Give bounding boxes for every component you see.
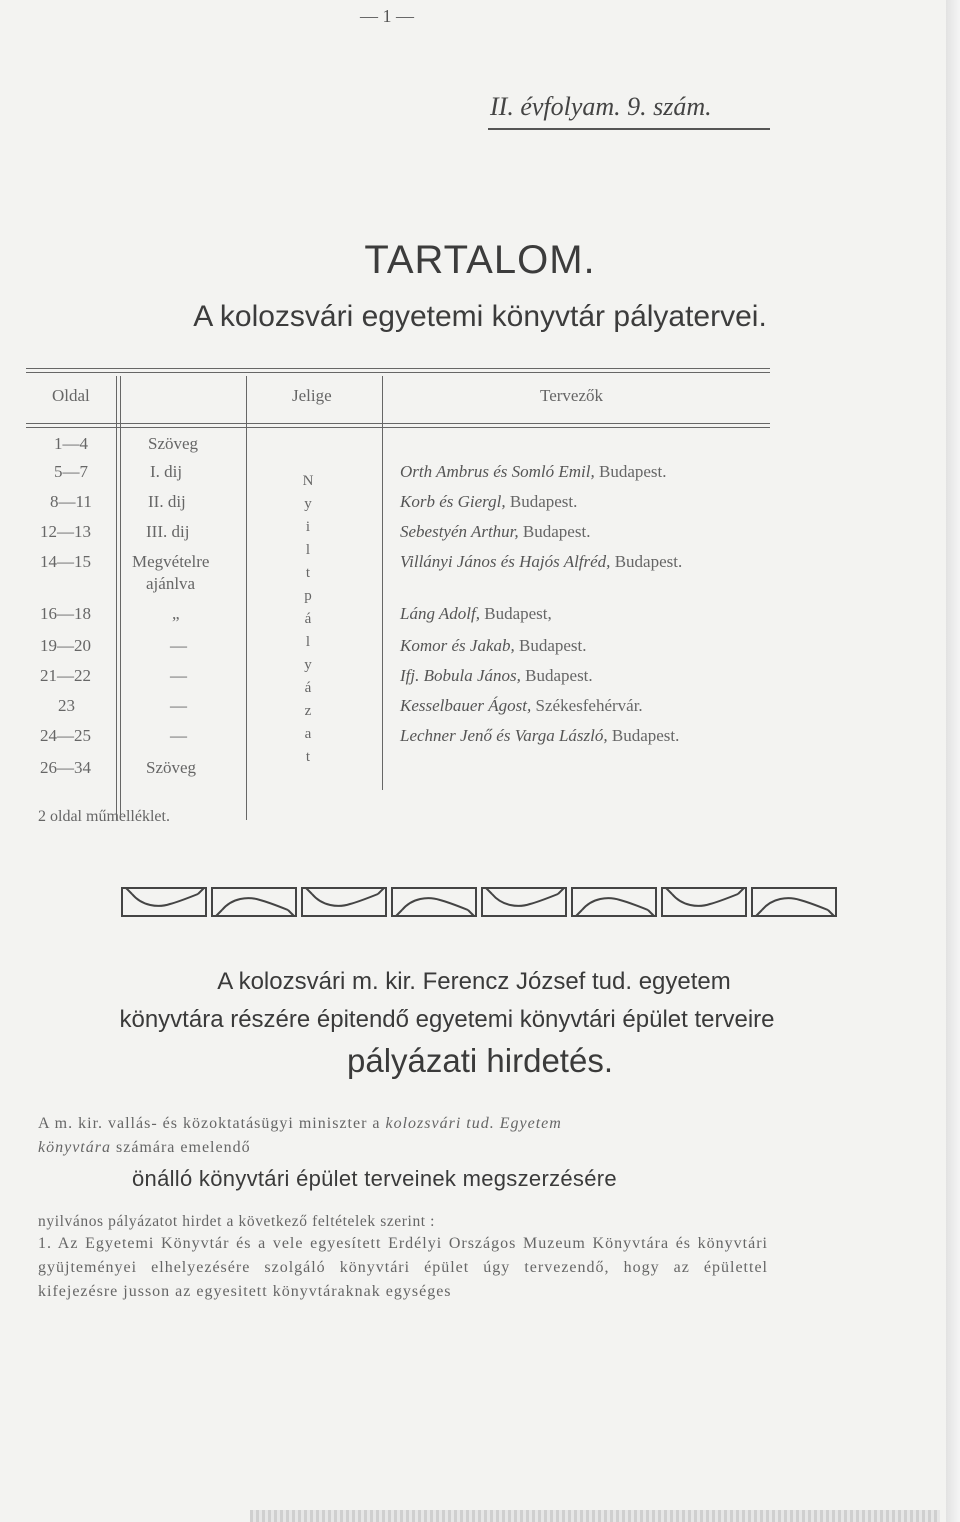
row-designer: Komor és Jakab, Budapest. xyxy=(400,636,587,655)
row-section: II. dij xyxy=(148,492,186,511)
row-section: — xyxy=(170,636,187,655)
row-section: — xyxy=(170,696,187,715)
issue-heading: II. évfolyam. 9. szám. xyxy=(490,92,712,121)
row-designer: Villányi János és Hajós Alfréd, Budapest. xyxy=(400,552,683,571)
row-section-2: ajánlva xyxy=(146,574,196,593)
table-rule-top-2 xyxy=(26,372,770,373)
row-section: Szöveg xyxy=(146,758,197,777)
row-designer: Kesselbauer Ágost, Székesfehérvár. xyxy=(400,696,643,715)
row-pages: 8—11 xyxy=(50,492,92,511)
row-pages: 12—13 xyxy=(40,522,91,541)
column-divider xyxy=(382,376,383,790)
ornament-band-icon xyxy=(118,884,842,920)
column-divider xyxy=(116,376,117,820)
announcement-heading: pályázati hirdetés. xyxy=(347,1042,613,1079)
row-pages: 24—25 xyxy=(40,726,91,745)
page-title: TARTALOM. xyxy=(364,238,596,282)
row-pages: 19—20 xyxy=(40,636,91,655)
row-designer: Korb és Giergl, Budapest. xyxy=(400,492,578,511)
page-number: — 1 — xyxy=(360,6,414,26)
appendix-note: 2 oldal műmelléklet. xyxy=(38,808,170,825)
scan-right-margin xyxy=(946,0,960,1522)
row-pages: 14—15 xyxy=(40,552,91,571)
announcement-paragraph-2: nyilvános pályázatot hirdet a következő feltételek szerint : xyxy=(38,1213,436,1230)
row-section: Szöveg xyxy=(148,434,199,453)
row-pages: 21—22 xyxy=(40,666,91,685)
row-designer: Sebestyén Arthur, Budapest. xyxy=(400,522,591,541)
header-pages: Oldal xyxy=(52,386,90,405)
row-pages: 5—7 xyxy=(54,462,88,481)
row-designer: Láng Adolf, Budapest, xyxy=(400,604,552,623)
announcement-paragraph-3: 1. Az Egyetemi Könyvtár és a vele egyesített Erdélyi Országos Muzeum Könyvtára és könyvtári gyüjteményei elhelyezésére szolgáló könyvtári épület úgy tervezendő, hogy az épülettel kifejezésre jusson az egyesitett könyvtáraknak egységes xyxy=(38,1235,768,1300)
header-designers: Tervezők xyxy=(540,386,603,405)
row-pages: 16—18 xyxy=(40,604,91,623)
row-section: I. dij xyxy=(150,462,183,481)
row-designer: Ifj. Bobula János, Budapest. xyxy=(400,666,593,685)
row-designer: Orth Ambrus és Somló Emil, Budapest. xyxy=(400,462,667,481)
row-section: Megvételre xyxy=(132,552,210,571)
announcement-line-1: A kolozsvári m. kir. Ferencz József tud. egyetem xyxy=(217,968,731,995)
table-rule-header xyxy=(26,423,770,424)
column-divider xyxy=(246,376,247,820)
announcement-emphasis: önálló könyvtári épület terveinek megszerzésére xyxy=(132,1166,617,1191)
header-section: Jelige xyxy=(292,386,332,405)
announcement-paragraph-1: A m. kir. vallás- és közoktatásügyi miniszter a kolozsvári tud. Egyetem könyvtára számára emelendő xyxy=(38,1115,562,1156)
issue-underline xyxy=(488,128,770,130)
table-rule-header-2 xyxy=(26,427,770,428)
row-section: — xyxy=(170,726,187,745)
page-subtitle: A kolozsvári egyetemi könyvtár pályatervei. xyxy=(193,300,767,333)
row-section: „ xyxy=(172,604,180,623)
row-designer: Lechner Jenő és Varga László, Budapest. xyxy=(400,726,680,745)
announcement-line-2: könyvtára részére épitendő egyetemi könyvtári épület terveire xyxy=(119,1006,775,1033)
row-section: III. dij xyxy=(146,522,190,541)
row-pages: 23 xyxy=(58,696,75,715)
table-rule-top xyxy=(26,368,770,369)
scan-edge-strip xyxy=(250,1510,940,1522)
row-section: — xyxy=(170,666,187,685)
column-divider xyxy=(120,376,121,820)
row-pages: 26—34 xyxy=(40,758,91,777)
vertical-label: N y i l t p á l y á z a t xyxy=(302,473,314,765)
row-pages: 1—4 xyxy=(54,434,88,453)
